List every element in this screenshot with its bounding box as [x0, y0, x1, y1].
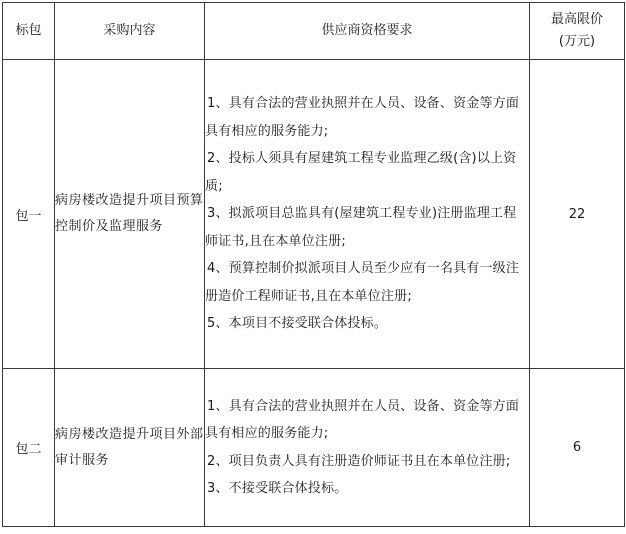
requirement-item: 1、具有合法的营业执照并在人员、设备、资金等方面具有相应的服务能力;: [205, 96, 520, 139]
max-limit-cell: 22: [530, 60, 625, 369]
requirements-cell: [205, 369, 530, 527]
procurement-table: [2, 2, 625, 527]
requirement-item: 2、项目负责人具有注册造价师证书且在本单位注册;: [207, 453, 511, 469]
max-limit-cell: 6: [530, 369, 625, 527]
requirements-cell: [205, 60, 530, 369]
table-header-row: [3, 3, 625, 60]
content-cell: 病房楼改造提升项目预算控制价及监理服务: [55, 60, 205, 369]
header-package: 标包: [3, 3, 55, 60]
content-cell: 病房楼改造提升项目外部审计服务: [55, 369, 205, 527]
header-max-limit-line2: (万元): [558, 34, 596, 49]
requirement-item: 3、拟派项目总监具有(屋建筑工程专业)注册监理工程师证书,且在本单位注册;: [205, 206, 517, 249]
header-max-limit: [530, 3, 625, 60]
requirement-item: 3、不接受联合体投标。: [207, 481, 348, 496]
requirement-item: 4、预算控制价拟派项目人员至少应有一名具有一级注册造价工程师证书,且在本单位注册;: [205, 261, 520, 304]
header-max-limit-line1: 最高限价: [550, 12, 603, 27]
package-cell: 包一: [3, 60, 55, 369]
header-requirements: 供应商资格要求: [205, 3, 530, 60]
requirement-item: 1、具有合法的营业执照并在人员、设备、资金等方面具有相应的服务能力;: [205, 398, 520, 441]
table-row: [3, 369, 625, 527]
requirement-item: 5、本项目不接受联合体投标。: [207, 316, 388, 332]
package-cell: 包二: [3, 369, 55, 527]
header-content: 采购内容: [55, 3, 205, 60]
requirement-item: 2、投标人须具有屋建筑工程专业监理乙级(含)以上资质;: [205, 151, 517, 194]
table-row: [3, 60, 625, 369]
